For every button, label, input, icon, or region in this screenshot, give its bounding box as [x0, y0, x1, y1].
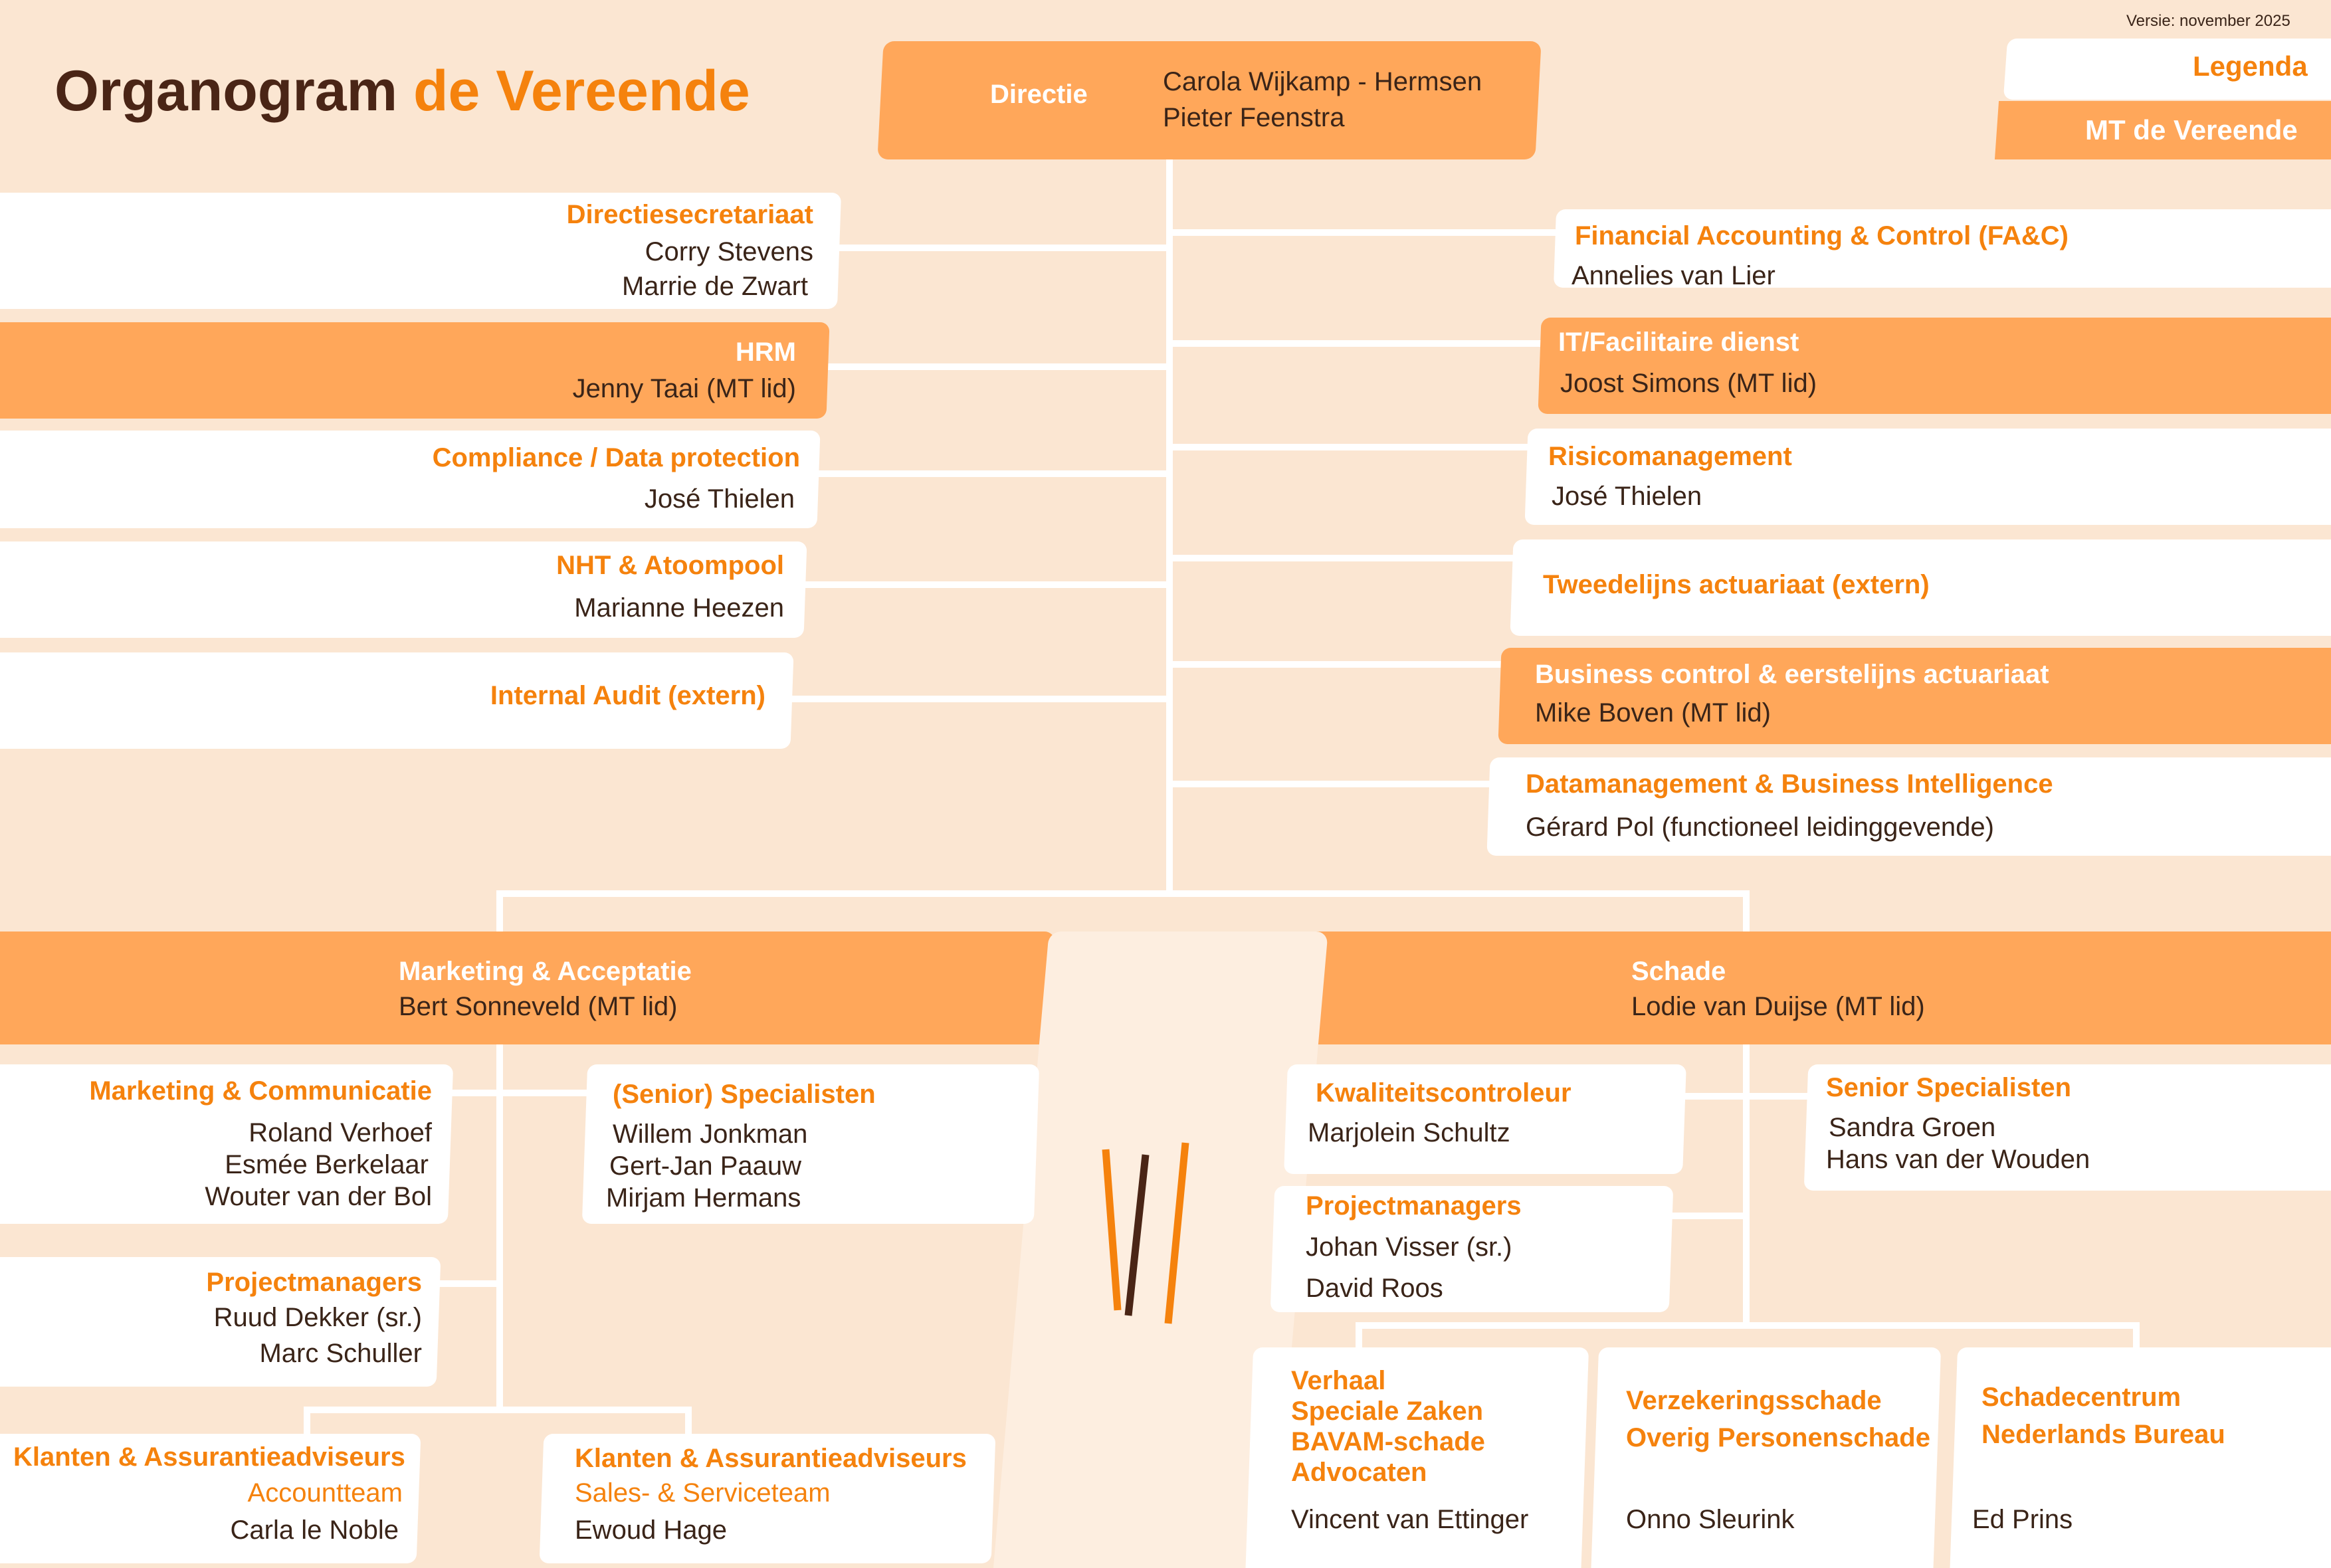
- unit-title-line: Advocaten: [1291, 1458, 1427, 1487]
- directie-title: Directie: [990, 80, 1088, 109]
- department-schade: [1298, 931, 2331, 1044]
- person-name: Joost Simons (MT lid): [1560, 369, 1817, 398]
- person-name: David Roos: [1306, 1274, 1443, 1303]
- unit-title: Senior Specialisten: [1826, 1073, 2072, 1102]
- unit-title: Tweedelijns actuariaat (extern): [1543, 570, 1930, 599]
- directie-box: [877, 41, 1541, 159]
- person-name: Gert-Jan Paauw: [609, 1151, 802, 1181]
- person-name: Esmée Berkelaar: [225, 1150, 429, 1179]
- unit-title: Business control & eerstelijns actuariaat: [1535, 660, 2049, 689]
- unit-title: Klanten & Assurantieadviseurs: [575, 1444, 967, 1473]
- person-name: Marianne Heezen: [574, 593, 784, 623]
- unit-title: NHT & Atoompool: [556, 551, 784, 580]
- unit-title: [1626, 1382, 1930, 1456]
- unit-title: Internal Audit (extern): [490, 681, 765, 710]
- person-name: Wouter van der Bol: [205, 1182, 432, 1211]
- person-name: Lodie van Duijse (MT lid): [1631, 992, 1925, 1021]
- unit-title-line: BAVAM-schade: [1291, 1427, 1485, 1456]
- unit-title: Projectmanagers: [1306, 1191, 1522, 1221]
- person-name: Bert Sonneveld (MT lid): [399, 992, 678, 1021]
- unit-title: Financial Accounting & Control (FA&C): [1575, 221, 2069, 250]
- person-name: Annelies van Lier: [1571, 261, 1775, 290]
- person-name: Willem Jonkman: [613, 1120, 808, 1149]
- person-name: Gérard Pol (functioneel leidinggevende): [1526, 813, 1994, 842]
- unit-title: Risicomanagement: [1548, 442, 1792, 471]
- person-name: Ruud Dekker (sr.): [213, 1303, 422, 1332]
- person-name: Corry Stevens: [645, 237, 813, 266]
- person-name: Roland Verhoef: [249, 1118, 432, 1147]
- unit-title: (Senior) Specialisten: [613, 1080, 876, 1109]
- unit-title: Directiesecretariaat: [566, 200, 813, 229]
- person-name: José Thielen: [644, 484, 795, 514]
- directie-name: Pieter Feenstra: [1163, 103, 1345, 132]
- unit-title-line: Verzekeringsschade: [1626, 1386, 1882, 1415]
- person-name: Vincent van Ettinger: [1291, 1505, 1529, 1534]
- legend-mt-label: MT de Vereende: [2085, 114, 2298, 146]
- legend-title: Legenda: [2193, 50, 2308, 82]
- department-title: Marketing & Acceptatie: [399, 957, 692, 986]
- unit-title-line: Verhaal: [1291, 1366, 1386, 1395]
- unit-title-line: Speciale Zaken: [1291, 1397, 1484, 1426]
- vereende-logo-mark: [1090, 1129, 1196, 1329]
- unit-title: [1291, 1365, 1485, 1488]
- person-name: Marc Schuller: [259, 1339, 422, 1368]
- person-name: José Thielen: [1552, 482, 1702, 511]
- unit-title: HRM: [735, 338, 796, 367]
- page-title: Organogram de Vereende: [54, 59, 750, 123]
- person-name: Johan Visser (sr.): [1306, 1232, 1512, 1262]
- version-label: Versie: november 2025: [2126, 12, 2290, 30]
- directie-name: Carola Wijkamp - Hermsen: [1163, 67, 1482, 96]
- person-name: Marrie de Zwart: [621, 272, 808, 301]
- person-name: Carla le Noble: [230, 1516, 399, 1545]
- unit-title: Kwaliteitscontroleur: [1316, 1078, 1571, 1108]
- unit-title: Projectmanagers: [206, 1268, 422, 1297]
- person-name: Ed Prins: [1972, 1505, 2073, 1534]
- department-title: Schade: [1631, 957, 1726, 986]
- person-name: Onno Sleurink: [1626, 1505, 1795, 1534]
- unit-title: [1981, 1379, 2225, 1453]
- unit-title: IT/Facilitaire dienst: [1558, 328, 1799, 357]
- person-name: Mike Boven (MT lid): [1535, 698, 1771, 728]
- person-name: Mirjam Hermans: [606, 1183, 801, 1213]
- unit-title-line: Overig Personenschade: [1626, 1423, 1930, 1452]
- unit-title: Klanten & Assurantieadviseurs: [13, 1442, 405, 1472]
- person-name: Marjolein Schultz: [1308, 1118, 1510, 1147]
- unit-title-line: Schadecentrum: [1981, 1383, 2181, 1412]
- person-name: Hans van der Wouden: [1826, 1145, 2090, 1174]
- unit-subtitle: Accountteam: [247, 1478, 403, 1508]
- department-marketing-acceptatie: [0, 931, 1055, 1044]
- person-name: Jenny Taai (MT lid): [572, 374, 796, 403]
- person-name: Ewoud Hage: [575, 1516, 728, 1545]
- unit-title: Marketing & Communicatie: [89, 1076, 432, 1106]
- unit-title: Compliance / Data protection: [432, 443, 800, 472]
- person-name: Sandra Groen: [1829, 1113, 1996, 1142]
- unit-title: Datamanagement & Business Intelligence: [1526, 769, 2053, 799]
- unit-subtitle: Sales- & Serviceteam: [575, 1478, 831, 1508]
- unit-title-line: Nederlands Bureau: [1981, 1420, 2225, 1449]
